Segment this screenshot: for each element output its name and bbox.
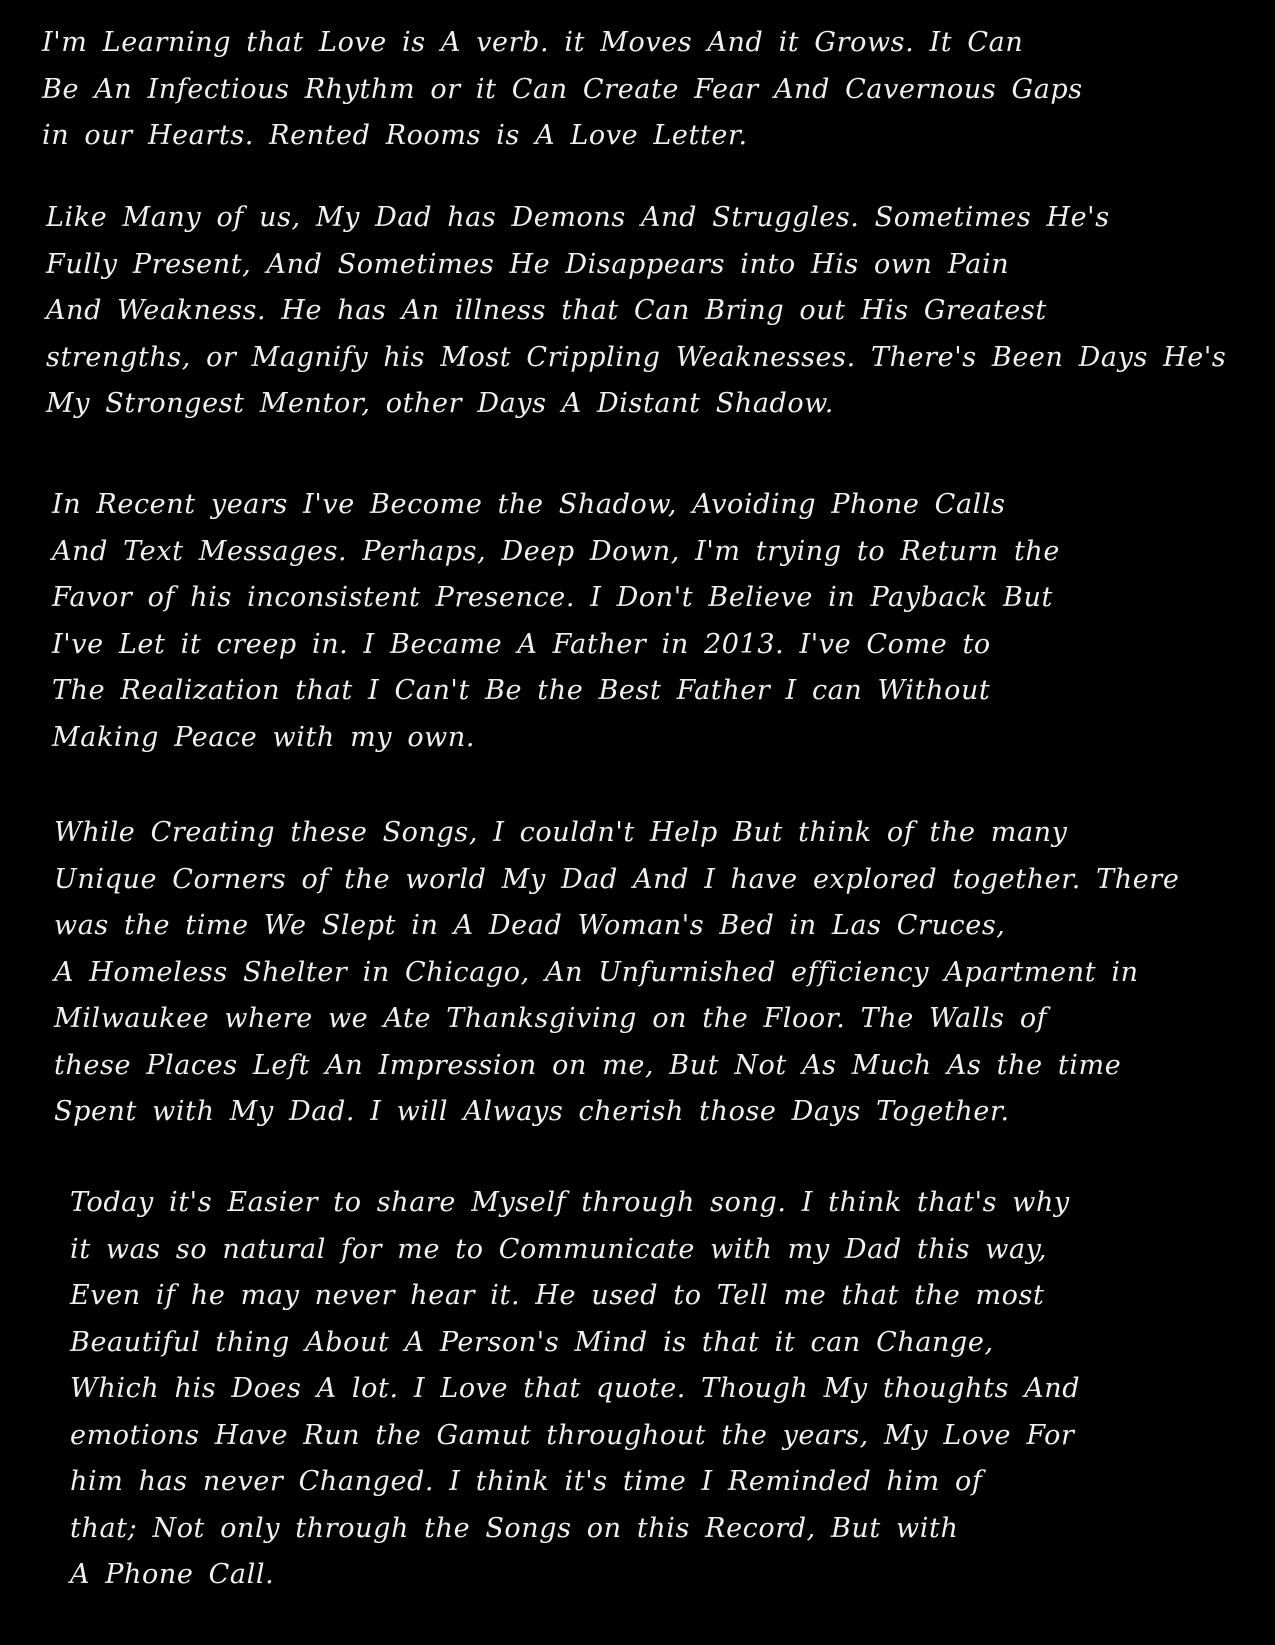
paragraph-unique-corners: While Creating these Songs, I couldn't Help But think of the many Unique Corners of the world My Dad And I have explored together. There was the time We Slept in A Dead Woman's Bed in Las Cruces, A Homeless Shelter in Chicago, An Unfurnished efficiency Apartment in Milwaukee where we Ate Thanksgiving on the Floor. The Walls of these Places Left An Impression on me, But Not As Much As the time Spent with My Dad. I will Always cherish those Days Together. (54, 817, 1180, 1127)
paragraph-share-through-song: Today it's Easier to share Myself through song. I think that's why it was so natural for me to Communicate with my Dad this way, Even if he may never hear it. He used to Tell me that the most Beautiful thing About A Person's Mind is that it can Change, Which his Does A lot. I Love that quote. Though My thoughts And emotions Have Run the Gamut throughout the years, My Love For him has never Changed. I think it's time I Reminded him of that; Not only through the Songs on this Record, But with A Phone Call. (70, 1187, 1081, 1590)
paragraph-becoming-the-shadow: In Recent years I've Become the Shadow, Avoiding Phone Calls And Text Messages. Perhaps, Deep Down, I'm trying to Return the Favor of his inconsistent Presence. I Don't Believe in Payback But I've Let it creep in. I Became A Father in 2013. I've Come to The Realization that I Can't Be the Best Father I can Without Making Peace with my own. (52, 489, 1060, 753)
paragraph-love-is-a-verb: I'm Learning that Love is A verb. it Moves And it Grows. It Can Be An Infectious Rhythm or it Can Create Fear And Cavernous Gaps in our Hearts. Rented Rooms is A Love Letter. (42, 27, 1083, 151)
paragraph-dad-demons: Like Many of us, My Dad has Demons And Struggles. Sometimes He's Fully Present, And Sometimes He Disappears into His own Pain And Weakness. He has An illness that Can Bring out His Greatest strengths, or Magnify his Most Crippling Weaknesses. There's Been Days He's My Strongest Mentor, other Days A Distant Shadow. (46, 202, 1227, 419)
